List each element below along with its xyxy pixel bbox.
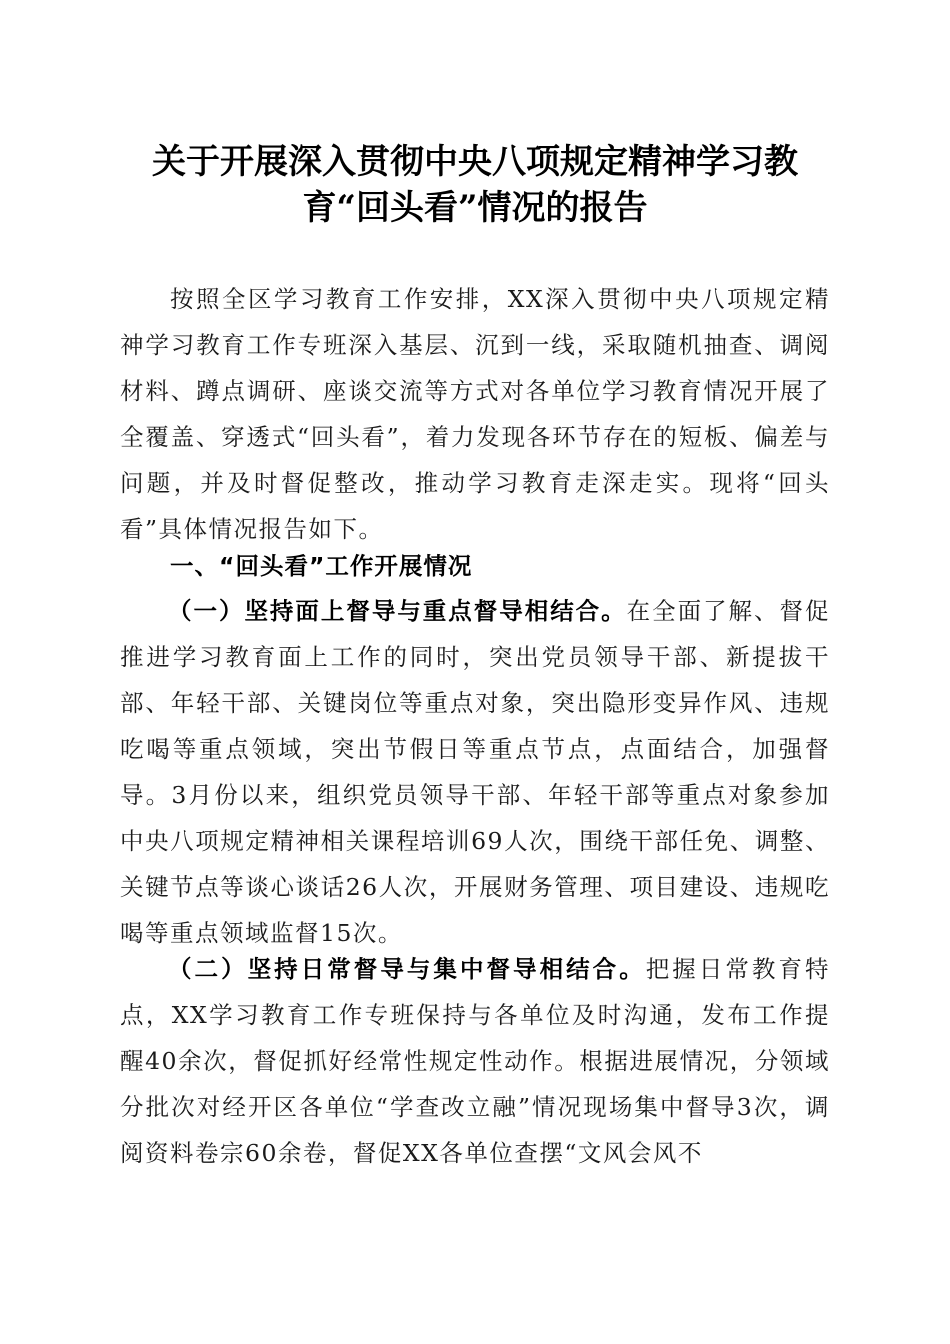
section-1-heading: 一、“回头看”工作开展情况 xyxy=(170,552,473,580)
item-1-paragraph xyxy=(120,588,830,956)
item-1-body: 在全面了解、督促推进学习教育面上工作的同时，突出党员领导干部、新提拔干部、年轻干部、关键岗位等重点对象，突出隐形变异作风、违规吃喝等重点领域，突出节假日等重点节点，点面结合，加强督导。3月份以来，组织党员领导干部、年轻干部等重点对象参加中央八项规定精神相关课程培训69人次，围绕干部任免、调整、关键节点等谈心谈话26人次，开展财务管理、项目建设、违规吃喝等重点领域监督15次。 xyxy=(120,597,831,947)
item-2-body: 把握日常教育特点，XX学习教育工作专班保持与各单位及时沟通，发布工作提醒40余次，督促抓好经常性规定性动作。根据进展情况，分领域分批次对经开区各单位“学查改立融”情况现场集中督导3次，调阅资料卷宗60余卷，督促XX各单位查摆“文风会风不 xyxy=(120,955,830,1167)
item-2-paragraph xyxy=(120,946,830,1176)
report-title-line-1: 关于开展深入贯彻中央八项规定精神学习教 xyxy=(152,142,798,182)
item-1-lead: （一）坚持面上督导与重点督导相结合。 xyxy=(168,597,627,625)
intro-paragraph: 按照全区学习教育工作安排，XX深入贯彻中央八项规定精神学习教育工作专班深入基层、沉到一线，采取随机抽查、调阅材料、蹲点调研、座谈交流等方式对各单位学习教育情况开展了全覆盖、穿透式“回头看”，着力发现各环节存在的短板、偏差与问题，并及时督促整改，推动学习教育走深走实。现将“回头看”具体情况报告如下。 xyxy=(120,285,830,543)
item-2-lead: （二）坚持日常督导与集中督导相结合。 xyxy=(168,955,646,983)
report-title-line-2: 育“回头看”情况的报告 xyxy=(302,188,648,228)
